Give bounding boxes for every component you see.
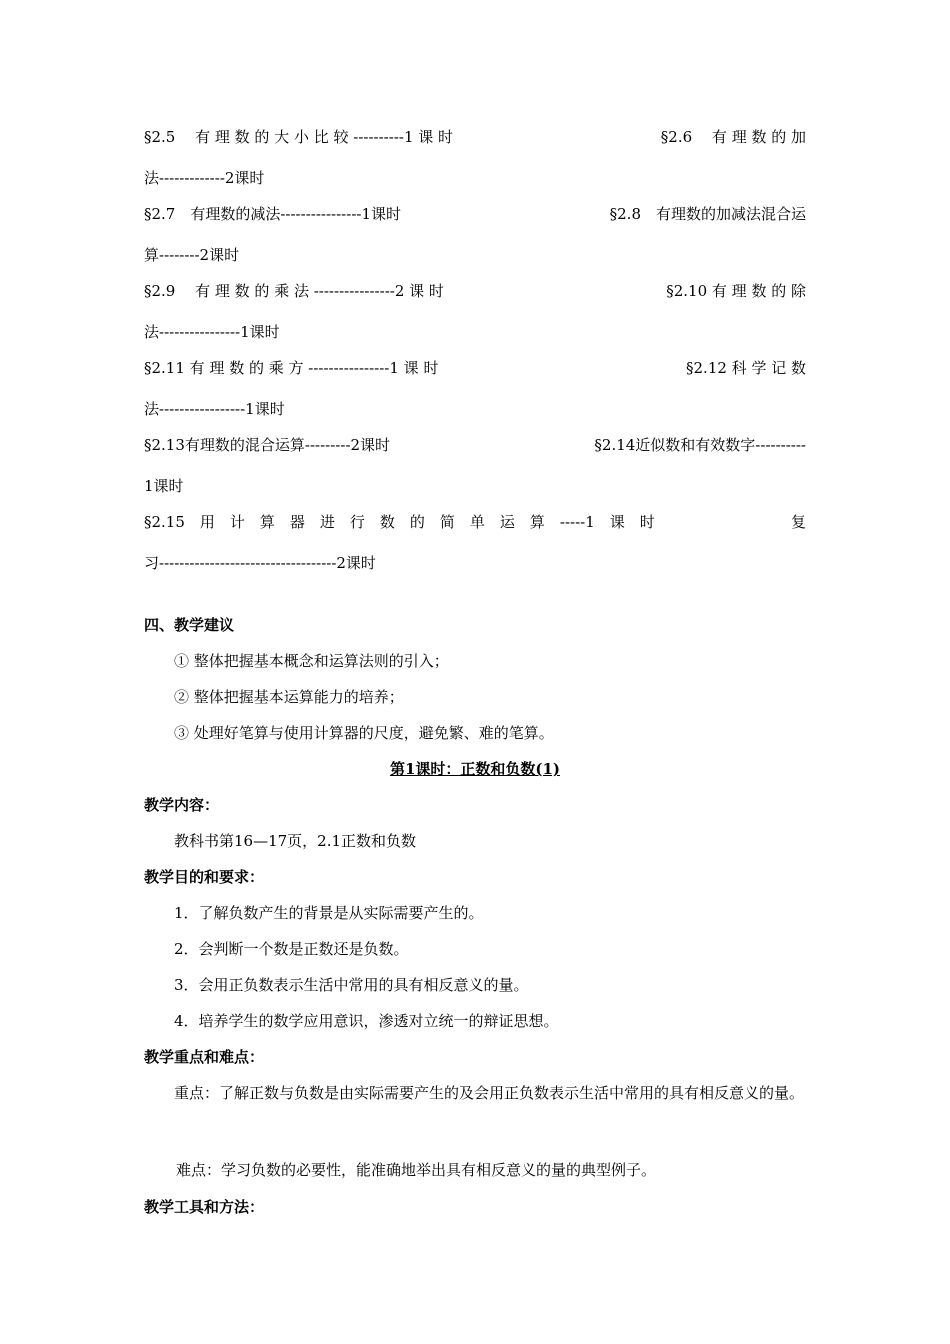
tools-heading: 教学工具和方法： bbox=[144, 1198, 265, 1216]
suggestion-item: ③ 处理好笔算与使用计算器的尺度，避免繁、难的笔算。 bbox=[174, 724, 554, 742]
schedule-right: §2.10 有 理 数 的 除 bbox=[666, 282, 806, 300]
goals-heading: 教学目的和要求： bbox=[144, 868, 265, 886]
schedule-cont: 法-----------------1课时 bbox=[144, 400, 285, 418]
schedule-row-2 bbox=[144, 204, 806, 224]
content-heading: 教学内容： bbox=[144, 796, 220, 814]
schedule-row-1 bbox=[144, 127, 806, 147]
key-heading: 教学重点和难点： bbox=[144, 1048, 265, 1066]
goal-item: 2．会判断一个数是正数还是负数。 bbox=[174, 940, 409, 958]
schedule-right: §2.8 有理数的加减法混合运 bbox=[609, 205, 806, 223]
key-point: 重点：了解正数与负数是由实际需要产生的及会用正负数表示生活中常用的具有相反意义的量。 bbox=[174, 1084, 805, 1102]
schedule-row-6 bbox=[144, 512, 806, 532]
section-heading: 四、教学建议 bbox=[144, 616, 235, 634]
schedule-cont: 算--------2课时 bbox=[144, 246, 240, 264]
schedule-row-5 bbox=[144, 435, 806, 455]
goal-item: 3．会用正负数表示生活中常用的具有相反意义的量。 bbox=[174, 976, 529, 994]
schedule-cont: 习-----------------------------------2课时 bbox=[144, 554, 376, 572]
schedule-right: §2.6 有 理 数 的 加 bbox=[660, 128, 806, 146]
suggestion-item: ① 整体把握基本概念和运算法则的引入； bbox=[174, 652, 449, 670]
goal-item: 4．培养学生的数学应用意识，渗透对立统一的辩证思想。 bbox=[174, 1012, 559, 1030]
schedule-row-3 bbox=[144, 281, 806, 301]
schedule-cont: 1课时 bbox=[144, 477, 184, 495]
goal-item: 1．了解负数产生的背景是从实际需要产生的。 bbox=[174, 904, 484, 922]
schedule-cont: 法-------------2课时 bbox=[144, 169, 265, 187]
schedule-left: §2.9 有 理 数 的 乘 法 ----------------2 课 时 bbox=[144, 282, 444, 300]
schedule-row-4 bbox=[144, 358, 806, 378]
lesson-title: 第1课时：正数和负数(1) bbox=[389, 760, 561, 778]
schedule-left: §2.5 有 理 数 的 大 小 比 较 ----------1 课 时 bbox=[144, 128, 454, 146]
schedule-cont: 法----------------1课时 bbox=[144, 323, 280, 341]
schedule-left: §2.13有理数的混合运算---------2课时 bbox=[144, 436, 391, 454]
difficulty: 难点：学习负数的必要性，能准确地举出具有相反意义的量的典型例子。 bbox=[176, 1161, 657, 1179]
schedule-right: §2.12 科 学 记 数 bbox=[686, 359, 806, 377]
schedule-left: §2.11 有 理 数 的 乘 方 ----------------1 课 时 bbox=[144, 359, 439, 377]
lesson-title-line bbox=[0, 759, 950, 779]
suggestion-item: ② 整体把握基本运算能力的培养； bbox=[174, 688, 404, 706]
content-text: 教科书第16—17页，2.1正数和负数 bbox=[174, 832, 417, 850]
schedule-right: §2.14近似数和有效数字---------- bbox=[594, 436, 806, 454]
schedule-left: §2.15 用 计 算 器 进 行 数 的 简 单 运 算 -----1 课 时 bbox=[144, 513, 655, 531]
schedule-left: §2.7 有理数的减法----------------1课时 bbox=[144, 205, 401, 223]
schedule-right: 复 bbox=[790, 513, 806, 531]
